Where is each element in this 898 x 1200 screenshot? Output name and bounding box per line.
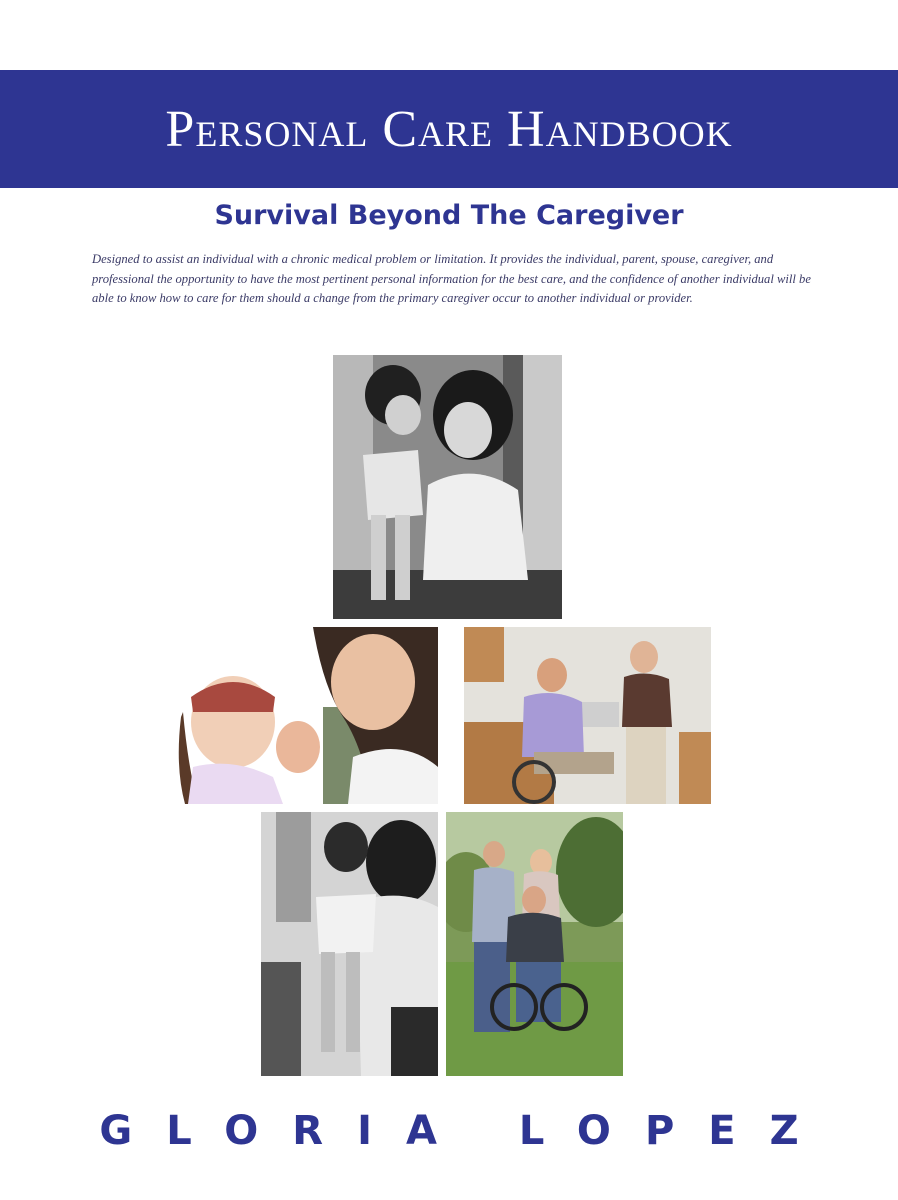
photo-girl-with-woman [173, 627, 438, 804]
photo-caregiver-hugging-child [333, 355, 562, 619]
book-subtitle: Survival Beyond The Caregiver [214, 200, 684, 231]
book-description: Designed to assist an individual with a chronic medical problem or limitation. It provides the individual, parent, spouse, caregiver, and professional the opportunity to have the most pertinent personal information for the best care, and the confidence of another individual will be able to know how to care for them should a change from the primary caregiver occur to another individual or provider. [92, 252, 811, 305]
photo-family-outdoors [446, 812, 623, 1076]
title-band [0, 70, 898, 188]
author-name: GLORIA LOPEZ [99, 1108, 833, 1154]
photo-man-in-wheelchair-kitchen [464, 627, 711, 804]
photo-woman-holding-child [261, 812, 438, 1076]
book-title: Personal Care Handbook [165, 100, 733, 158]
